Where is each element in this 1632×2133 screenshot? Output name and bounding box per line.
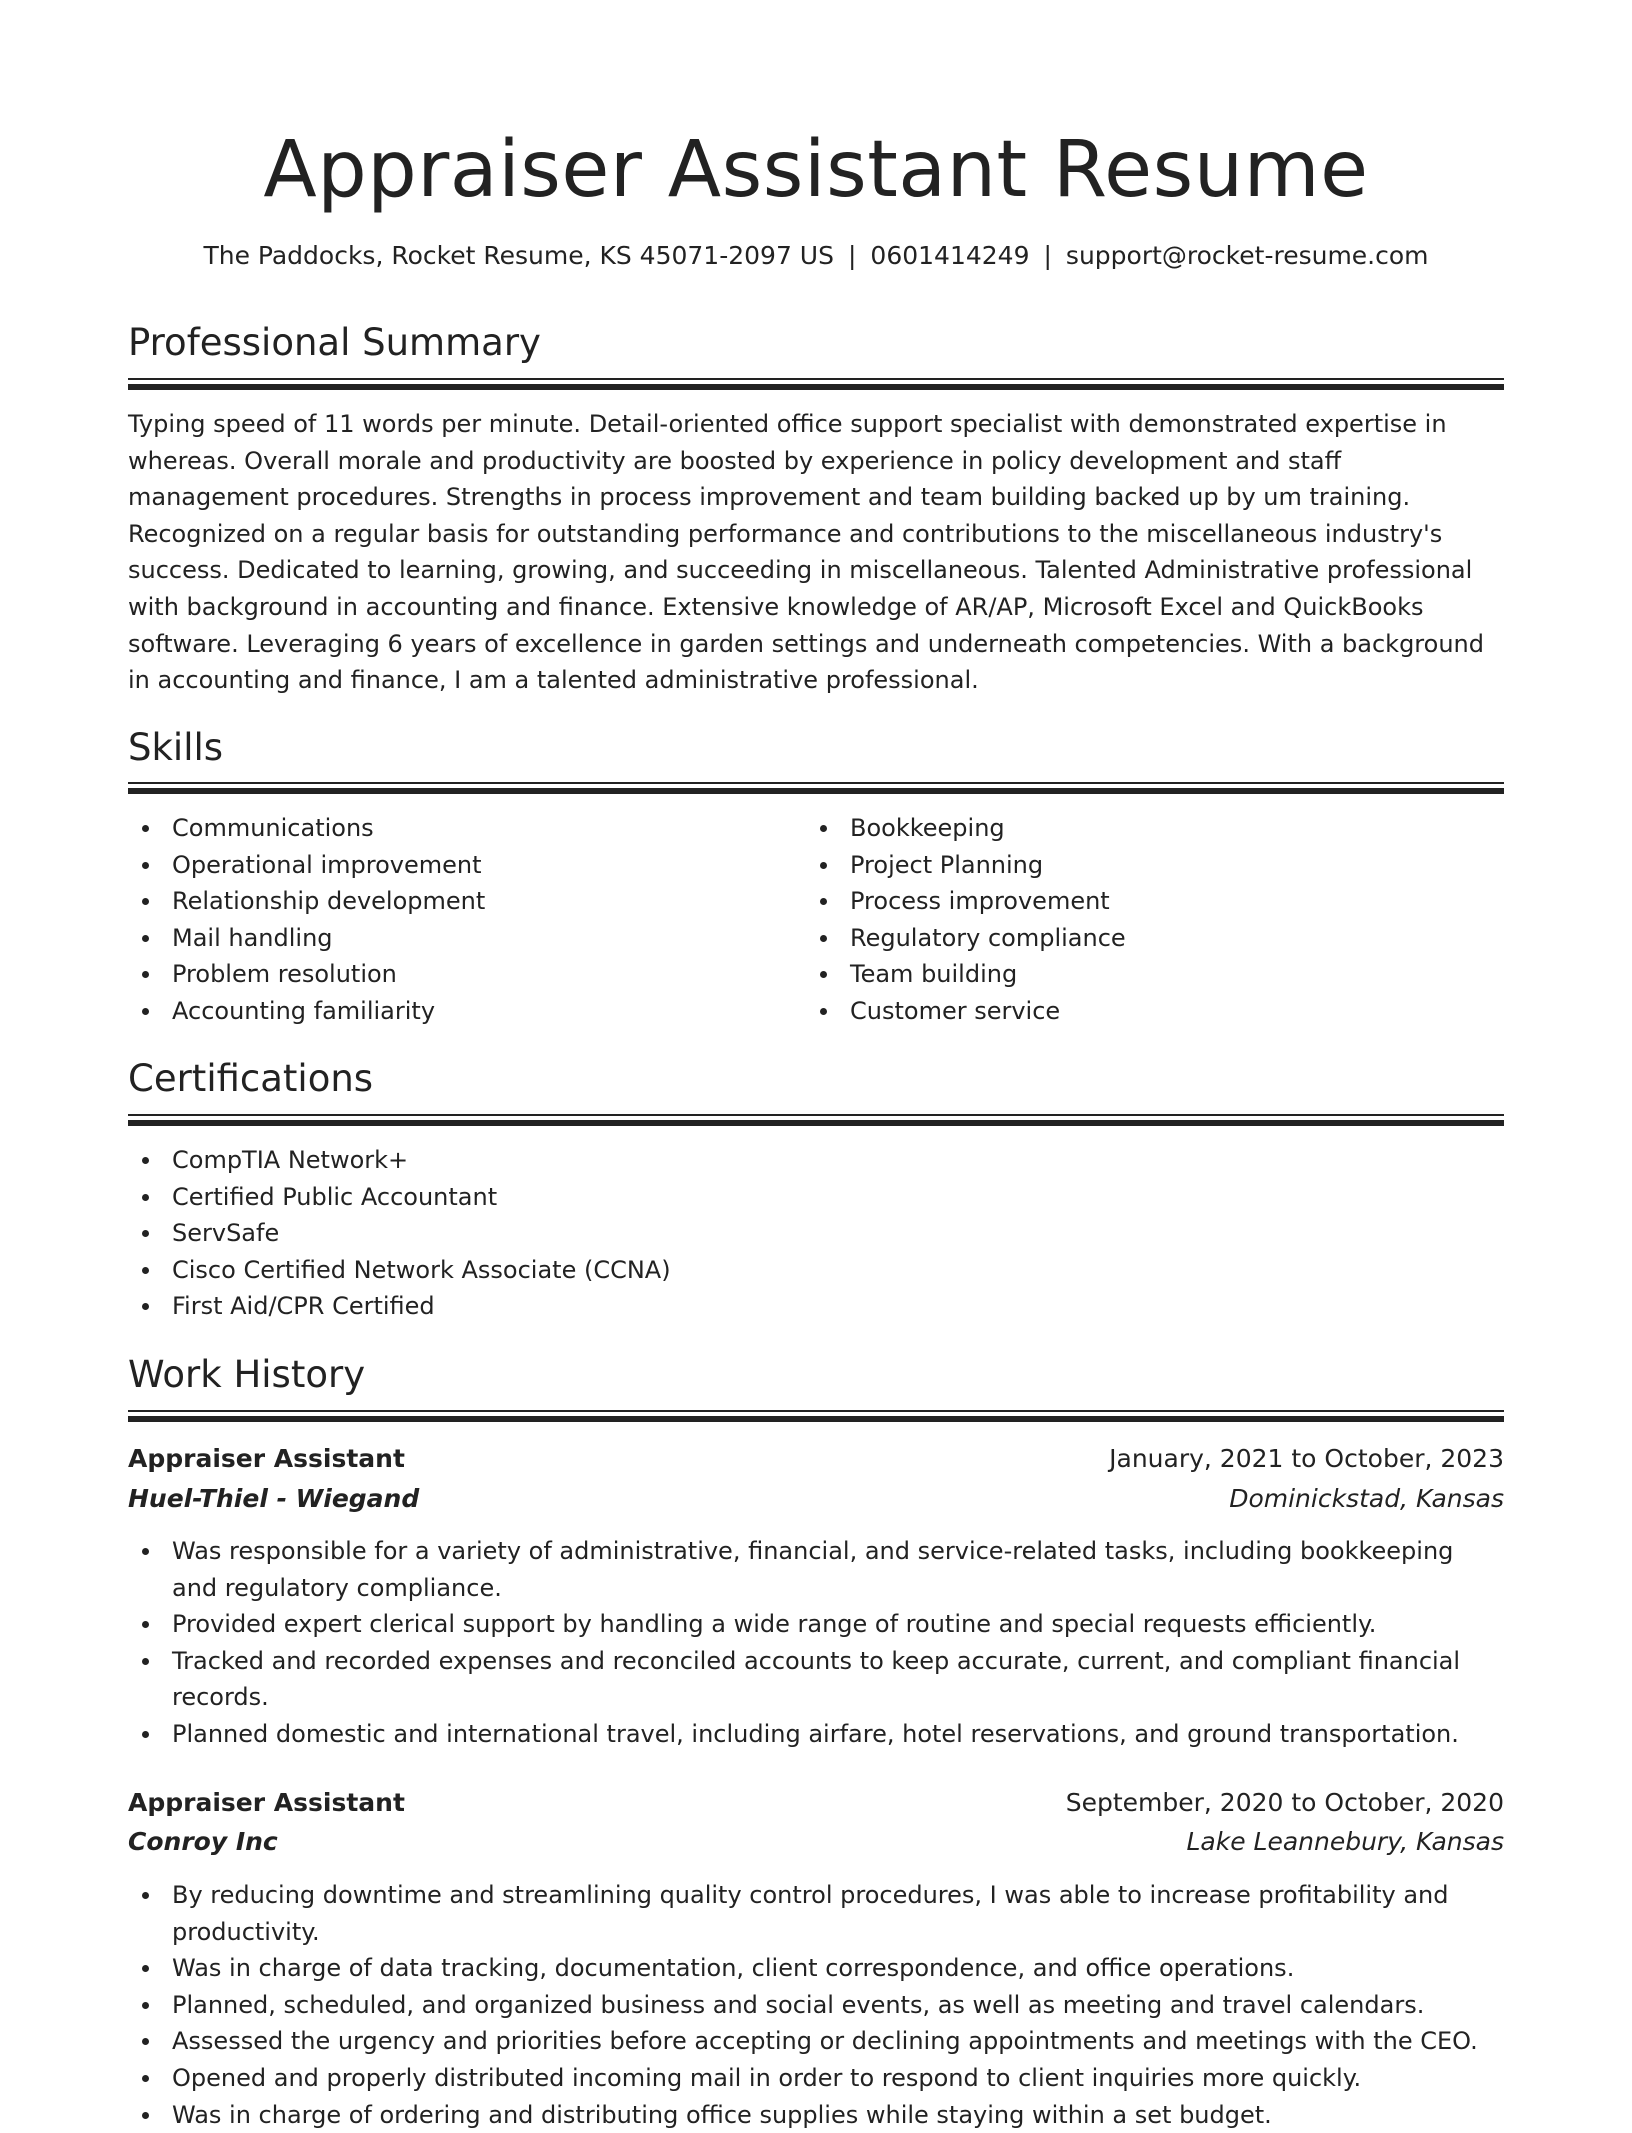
job-title: Appraiser Assistant [128, 1444, 405, 1473]
job-duty-item: Planned domestic and international travel, including airfare, hotel reservations, and ground transportation. [128, 1716, 1504, 1753]
contact-separator: | [847, 241, 857, 270]
job-duty-item: Was responsible for a variety of administrative, financial, and service-related tasks, including bookkeeping and regulatory compliance. [128, 1533, 1504, 1606]
job-duty-item: Tracked and recorded expenses and reconciled accounts to keep accurate, current, and compliant financial records. [128, 1643, 1504, 1716]
skill-item: Team building [806, 956, 1466, 993]
job-duty-item: Planned, scheduled, and organized business and social events, as well as meeting and travel calendars. [128, 1987, 1504, 2024]
skill-item: Operational improvement [128, 847, 788, 884]
section-divider [128, 1114, 1504, 1126]
job-duty-item: Was in charge of data tracking, documentation, client correspondence, and office operations. [128, 1950, 1504, 1987]
contact-address: The Paddocks, Rocket Resume, KS 45071-2097 US [203, 241, 834, 270]
skill-item: Communications [128, 810, 788, 847]
work-history-heading: Work History [128, 1353, 366, 1396]
job-duty-item: Assessed the urgency and priorities before accepting or declining appointments and meetings with the CEO. [128, 2023, 1504, 2060]
job-dates: September, 2020 to October, 2020 [1065, 1788, 1504, 1817]
contact-separator: | [1043, 241, 1052, 270]
skills-list-right [806, 810, 1466, 1030]
skill-item: Customer service [806, 993, 1466, 1030]
resume-page [128, 0, 1504, 2129]
job-location: Dominickstad, Kansas [1229, 1484, 1504, 1513]
skill-item: Problem resolution [128, 956, 788, 993]
certification-item: Certified Public Accountant [128, 1179, 1504, 1216]
job-company: Conroy Inc [128, 1827, 278, 1856]
skill-item: Regulatory compliance [806, 920, 1466, 957]
resume-title: Appraiser Assistant Resume [263, 125, 1369, 215]
skill-item: Project Planning [806, 847, 1466, 884]
job-duties-list [128, 1533, 1504, 1753]
contact-email: support@rocket-resume.com [1065, 241, 1429, 270]
job-subheader [128, 1479, 1504, 1519]
contact-phone: 0601414249 [870, 241, 1030, 270]
certification-item: First Aid/CPR Certified [128, 1288, 1504, 1325]
job-location: Lake Leannebury, Kansas [1186, 1827, 1504, 1856]
skill-item: Mail handling [128, 920, 788, 957]
skills-heading: Skills [128, 726, 224, 769]
job-dates: January, 2021 to October, 2023 [1109, 1444, 1504, 1473]
certification-item: Cisco Certified Network Associate (CCNA) [128, 1252, 1504, 1289]
skill-item: Accounting familiarity [128, 993, 788, 1030]
skill-item: Relationship development [128, 883, 788, 920]
certifications-list [128, 1142, 1504, 1325]
job-subheader [128, 1822, 1504, 1862]
skill-item: Bookkeeping [806, 810, 1466, 847]
job-duty-item: Was in charge of ordering and distributing office supplies while staying within a set budget. [128, 2097, 1504, 2133]
skills-list-left [128, 810, 788, 1030]
section-divider [128, 1410, 1504, 1422]
job-company: Huel-Thiel - Wiegand [128, 1484, 420, 1513]
job-title: Appraiser Assistant [128, 1788, 405, 1817]
job-duties-list [128, 1877, 1504, 2133]
certification-item: CompTIA Network+ [128, 1142, 1504, 1179]
job-duty-item: Opened and properly distributed incoming mail in order to respond to client inquiries more quickly. [128, 2060, 1504, 2097]
section-divider [128, 782, 1504, 794]
job-header [128, 1783, 1504, 1823]
job-header [128, 1439, 1504, 1479]
job-duty-item: Provided expert clerical support by handling a wide range of routine and special requests efficiently. [128, 1606, 1504, 1643]
contact-line [128, 238, 1504, 274]
summary-text: Typing speed of 11 words per minute. Detail-oriented office support specialist with demonstrated expertise in whereas. Overall morale and productivity are boosted by experience in policy development and staff management procedures. Strengths in process improvement and team building backed up by um training. Recognized on a regular basis for outstanding performance and contributions to the miscellaneous industry's success. Dedicated to learning, growing, and succeeding in miscellaneous. Talented Administrative professional with background in accounting and finance. Extensive knowledge of AR/AP, Microsoft Excel and QuickBooks software. Leveraging 6 years of excellence in garden settings and underneath competencies. With a background in accounting and finance, I am a talented administrative professional. [128, 410, 1484, 695]
summary-heading: Professional Summary [128, 321, 541, 364]
certifications-heading: Certifications [128, 1057, 374, 1100]
section-divider [128, 378, 1504, 390]
skill-item: Process improvement [806, 883, 1466, 920]
job-duty-item: By reducing downtime and streamlining quality control procedures, I was able to increase profitability and productivity. [128, 1877, 1504, 1950]
certification-item: ServSafe [128, 1215, 1504, 1252]
